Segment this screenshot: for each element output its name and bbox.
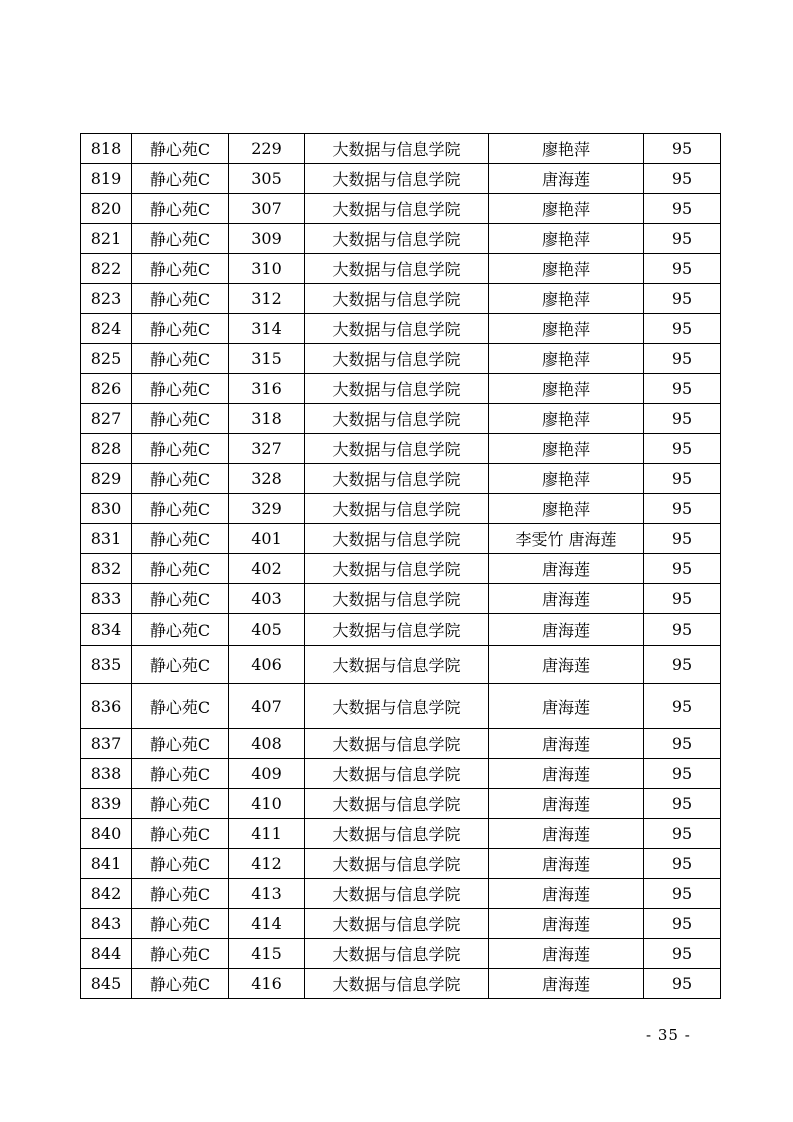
counselor-cell: 唐海莲	[489, 729, 644, 759]
table-row	[81, 819, 721, 849]
row-number-cell: 819	[81, 164, 132, 194]
room-cell: 402	[229, 554, 305, 584]
row-number-cell: 837	[81, 729, 132, 759]
building-cell: 静心苑C	[132, 464, 229, 494]
building-cell: 静心苑C	[132, 584, 229, 614]
row-number-cell: 835	[81, 646, 132, 684]
table-row	[81, 374, 721, 404]
counselor-cell: 唐海莲	[489, 759, 644, 789]
row-number-cell: 828	[81, 434, 132, 464]
score-cell: 95	[644, 494, 721, 524]
college-cell: 大数据与信息学院	[305, 646, 489, 684]
row-number-cell: 838	[81, 759, 132, 789]
counselor-cell: 廖艳萍	[489, 284, 644, 314]
college-cell: 大数据与信息学院	[305, 614, 489, 646]
counselor-cell: 廖艳萍	[489, 494, 644, 524]
table-row	[81, 849, 721, 879]
row-number-cell: 833	[81, 584, 132, 614]
table-row	[81, 434, 721, 464]
table-row	[81, 284, 721, 314]
college-cell: 大数据与信息学院	[305, 939, 489, 969]
building-cell: 静心苑C	[132, 969, 229, 999]
table-row	[81, 759, 721, 789]
building-cell: 静心苑C	[132, 344, 229, 374]
row-number-cell: 832	[81, 554, 132, 584]
table-row	[81, 584, 721, 614]
counselor-cell: 唐海莲	[489, 614, 644, 646]
table-row	[81, 684, 721, 729]
building-cell: 静心苑C	[132, 554, 229, 584]
building-cell: 静心苑C	[132, 134, 229, 164]
building-cell: 静心苑C	[132, 524, 229, 554]
table-body	[81, 134, 721, 999]
row-number-cell: 818	[81, 134, 132, 164]
score-cell: 95	[644, 646, 721, 684]
college-cell: 大数据与信息学院	[305, 374, 489, 404]
score-cell: 95	[644, 789, 721, 819]
college-cell: 大数据与信息学院	[305, 969, 489, 999]
counselor-cell: 廖艳萍	[489, 194, 644, 224]
building-cell: 静心苑C	[132, 254, 229, 284]
table-row	[81, 879, 721, 909]
score-cell: 95	[644, 819, 721, 849]
table-row	[81, 554, 721, 584]
counselor-cell: 唐海莲	[489, 789, 644, 819]
table-row	[81, 614, 721, 646]
row-number-cell: 827	[81, 404, 132, 434]
college-cell: 大数据与信息学院	[305, 729, 489, 759]
building-cell: 静心苑C	[132, 314, 229, 344]
building-cell: 静心苑C	[132, 729, 229, 759]
counselor-cell: 唐海莲	[489, 819, 644, 849]
table-row	[81, 164, 721, 194]
room-cell: 316	[229, 374, 305, 404]
score-cell: 95	[644, 464, 721, 494]
table-row	[81, 464, 721, 494]
counselor-cell: 唐海莲	[489, 646, 644, 684]
college-cell: 大数据与信息学院	[305, 819, 489, 849]
college-cell: 大数据与信息学院	[305, 584, 489, 614]
college-cell: 大数据与信息学院	[305, 849, 489, 879]
row-number-cell: 822	[81, 254, 132, 284]
college-cell: 大数据与信息学院	[305, 284, 489, 314]
counselor-cell: 李雯竹 唐海莲	[489, 524, 644, 554]
table-row	[81, 524, 721, 554]
building-cell: 静心苑C	[132, 684, 229, 729]
room-cell: 409	[229, 759, 305, 789]
table-row	[81, 939, 721, 969]
table-row	[81, 789, 721, 819]
room-cell: 405	[229, 614, 305, 646]
counselor-cell: 唐海莲	[489, 909, 644, 939]
college-cell: 大数据与信息学院	[305, 464, 489, 494]
room-cell: 415	[229, 939, 305, 969]
college-cell: 大数据与信息学院	[305, 164, 489, 194]
row-number-cell: 825	[81, 344, 132, 374]
score-cell: 95	[644, 194, 721, 224]
counselor-cell: 廖艳萍	[489, 374, 644, 404]
room-cell: 416	[229, 969, 305, 999]
building-cell: 静心苑C	[132, 819, 229, 849]
table-row	[81, 194, 721, 224]
college-cell: 大数据与信息学院	[305, 434, 489, 464]
room-cell: 318	[229, 404, 305, 434]
counselor-cell: 唐海莲	[489, 554, 644, 584]
room-cell: 406	[229, 646, 305, 684]
room-cell: 413	[229, 879, 305, 909]
counselor-cell: 廖艳萍	[489, 254, 644, 284]
counselor-cell: 唐海莲	[489, 584, 644, 614]
counselor-cell: 唐海莲	[489, 969, 644, 999]
row-number-cell: 831	[81, 524, 132, 554]
room-cell: 310	[229, 254, 305, 284]
room-cell: 312	[229, 284, 305, 314]
building-cell: 静心苑C	[132, 194, 229, 224]
table-row	[81, 224, 721, 254]
building-cell: 静心苑C	[132, 404, 229, 434]
building-cell: 静心苑C	[132, 909, 229, 939]
score-cell: 95	[644, 134, 721, 164]
score-cell: 95	[644, 524, 721, 554]
room-cell: 309	[229, 224, 305, 254]
college-cell: 大数据与信息学院	[305, 134, 489, 164]
row-number-cell: 823	[81, 284, 132, 314]
score-cell: 95	[644, 434, 721, 464]
score-cell: 95	[644, 849, 721, 879]
building-cell: 静心苑C	[132, 879, 229, 909]
room-cell: 229	[229, 134, 305, 164]
score-cell: 95	[644, 344, 721, 374]
counselor-cell: 唐海莲	[489, 684, 644, 729]
row-number-cell: 841	[81, 849, 132, 879]
row-number-cell: 826	[81, 374, 132, 404]
table-row	[81, 404, 721, 434]
counselor-cell: 廖艳萍	[489, 344, 644, 374]
room-cell: 403	[229, 584, 305, 614]
score-cell: 95	[644, 374, 721, 404]
building-cell: 静心苑C	[132, 614, 229, 646]
row-number-cell: 845	[81, 969, 132, 999]
college-cell: 大数据与信息学院	[305, 404, 489, 434]
building-cell: 静心苑C	[132, 494, 229, 524]
score-cell: 95	[644, 909, 721, 939]
table-row	[81, 646, 721, 684]
score-cell: 95	[644, 614, 721, 646]
row-number-cell: 830	[81, 494, 132, 524]
counselor-cell: 廖艳萍	[489, 464, 644, 494]
table-row	[81, 344, 721, 374]
counselor-cell: 唐海莲	[489, 939, 644, 969]
room-cell: 407	[229, 684, 305, 729]
score-cell: 95	[644, 224, 721, 254]
score-cell: 95	[644, 939, 721, 969]
score-cell: 95	[644, 254, 721, 284]
room-cell: 329	[229, 494, 305, 524]
college-cell: 大数据与信息学院	[305, 759, 489, 789]
college-cell: 大数据与信息学院	[305, 684, 489, 729]
counselor-cell: 唐海莲	[489, 849, 644, 879]
table-row	[81, 494, 721, 524]
row-number-cell: 821	[81, 224, 132, 254]
score-cell: 95	[644, 879, 721, 909]
dormitory-score-table	[80, 133, 721, 999]
room-cell: 328	[229, 464, 305, 494]
row-number-cell: 820	[81, 194, 132, 224]
score-cell: 95	[644, 284, 721, 314]
counselor-cell: 廖艳萍	[489, 434, 644, 464]
counselor-cell: 唐海莲	[489, 164, 644, 194]
building-cell: 静心苑C	[132, 759, 229, 789]
college-cell: 大数据与信息学院	[305, 909, 489, 939]
row-number-cell: 824	[81, 314, 132, 344]
room-cell: 307	[229, 194, 305, 224]
building-cell: 静心苑C	[132, 789, 229, 819]
building-cell: 静心苑C	[132, 224, 229, 254]
counselor-cell: 廖艳萍	[489, 404, 644, 434]
counselor-cell: 廖艳萍	[489, 224, 644, 254]
building-cell: 静心苑C	[132, 284, 229, 314]
counselor-cell: 廖艳萍	[489, 134, 644, 164]
building-cell: 静心苑C	[132, 939, 229, 969]
row-number-cell: 839	[81, 789, 132, 819]
score-cell: 95	[644, 554, 721, 584]
room-cell: 411	[229, 819, 305, 849]
counselor-cell: 唐海莲	[489, 879, 644, 909]
table-row	[81, 909, 721, 939]
building-cell: 静心苑C	[132, 164, 229, 194]
table-row	[81, 314, 721, 344]
score-cell: 95	[644, 684, 721, 729]
college-cell: 大数据与信息学院	[305, 524, 489, 554]
score-cell: 95	[644, 404, 721, 434]
college-cell: 大数据与信息学院	[305, 254, 489, 284]
score-cell: 95	[644, 584, 721, 614]
room-cell: 412	[229, 849, 305, 879]
score-cell: 95	[644, 314, 721, 344]
table-row	[81, 254, 721, 284]
building-cell: 静心苑C	[132, 849, 229, 879]
room-cell: 314	[229, 314, 305, 344]
college-cell: 大数据与信息学院	[305, 344, 489, 374]
row-number-cell: 829	[81, 464, 132, 494]
score-cell: 95	[644, 164, 721, 194]
college-cell: 大数据与信息学院	[305, 554, 489, 584]
college-cell: 大数据与信息学院	[305, 494, 489, 524]
page-number: - 35 -	[646, 1026, 691, 1044]
score-cell: 95	[644, 759, 721, 789]
building-cell: 静心苑C	[132, 374, 229, 404]
room-cell: 315	[229, 344, 305, 374]
building-cell: 静心苑C	[132, 646, 229, 684]
college-cell: 大数据与信息学院	[305, 224, 489, 254]
table-row	[81, 969, 721, 999]
college-cell: 大数据与信息学院	[305, 789, 489, 819]
room-cell: 305	[229, 164, 305, 194]
room-cell: 414	[229, 909, 305, 939]
college-cell: 大数据与信息学院	[305, 314, 489, 344]
room-cell: 327	[229, 434, 305, 464]
college-cell: 大数据与信息学院	[305, 879, 489, 909]
room-cell: 408	[229, 729, 305, 759]
room-cell: 401	[229, 524, 305, 554]
counselor-cell: 廖艳萍	[489, 314, 644, 344]
row-number-cell: 844	[81, 939, 132, 969]
score-cell: 95	[644, 969, 721, 999]
row-number-cell: 834	[81, 614, 132, 646]
building-cell: 静心苑C	[132, 434, 229, 464]
college-cell: 大数据与信息学院	[305, 194, 489, 224]
room-cell: 410	[229, 789, 305, 819]
row-number-cell: 840	[81, 819, 132, 849]
table-row	[81, 134, 721, 164]
score-cell: 95	[644, 729, 721, 759]
row-number-cell: 843	[81, 909, 132, 939]
row-number-cell: 836	[81, 684, 132, 729]
table-row	[81, 729, 721, 759]
row-number-cell: 842	[81, 879, 132, 909]
